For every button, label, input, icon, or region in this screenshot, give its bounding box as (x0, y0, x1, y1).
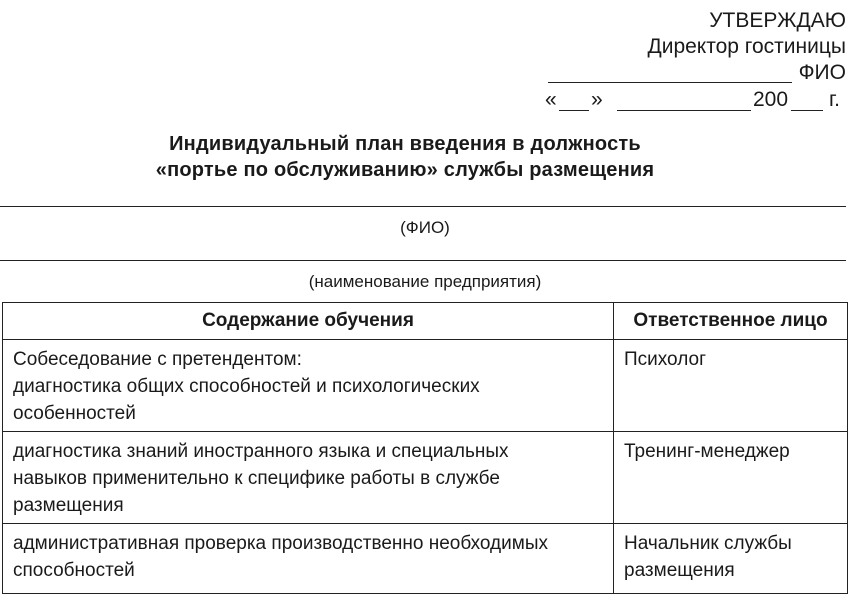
row-content (3, 524, 614, 594)
row-content-line: навыков применительно к специфике работы в службе (13, 468, 500, 489)
date-month-blank (617, 110, 751, 111)
row-content-line: диагностика знаний иностранного языка и специальных (13, 441, 509, 462)
row-content-line: размещения (13, 495, 124, 516)
date-year-prefix: 200 (753, 88, 789, 111)
approval-date-row (545, 88, 850, 116)
row-content (3, 340, 614, 432)
row-responsible (614, 524, 848, 594)
date-close-quote: » (591, 88, 603, 111)
approval-position: Директор гостиницы (647, 35, 846, 58)
row-responsible-line: размещения (624, 560, 735, 581)
header-content: Содержание обучения (3, 303, 614, 340)
enterprise-line (0, 260, 846, 261)
date-day-blank (559, 110, 589, 111)
row-responsible-line: Психолог (624, 349, 707, 370)
row-responsible (614, 432, 848, 524)
row-content-line: административная проверка производственно необходимых (13, 533, 548, 554)
table-row (3, 524, 848, 594)
approval-title: УТВЕРЖДАЮ (709, 9, 846, 32)
row-content-line: особенностей (13, 403, 136, 424)
director-signature-line (548, 82, 792, 83)
approval-name-label: ФИО (798, 61, 846, 84)
table-row (3, 432, 848, 524)
row-responsible-line: Тренинг-менеджер (624, 441, 790, 462)
table-header-row (3, 303, 848, 340)
plan-title-line2: «портье по обслуживанию» службы размещения (155, 159, 655, 181)
date-year-blank (791, 110, 823, 111)
plan-title-line1: Индивидуальный план введения в должность (169, 133, 641, 155)
training-plan-table (2, 302, 848, 594)
row-content (3, 432, 614, 524)
row-responsible-line: Начальник службы (624, 533, 792, 554)
date-open-quote: « (545, 88, 557, 111)
table-row (3, 340, 848, 432)
fio-caption: (ФИО) (400, 218, 450, 237)
header-responsible: Ответственное лицо (614, 303, 848, 340)
row-responsible (614, 340, 848, 432)
enterprise-caption: (наименование предприятия) (308, 272, 542, 291)
date-year-suffix: г. (829, 88, 840, 111)
row-content-line: способностей (13, 560, 135, 581)
row-content-line: Собеседование с претендентом: (13, 349, 302, 370)
fio-line (0, 206, 846, 207)
row-content-line: диагностика общих способностей и психологических (13, 376, 480, 397)
